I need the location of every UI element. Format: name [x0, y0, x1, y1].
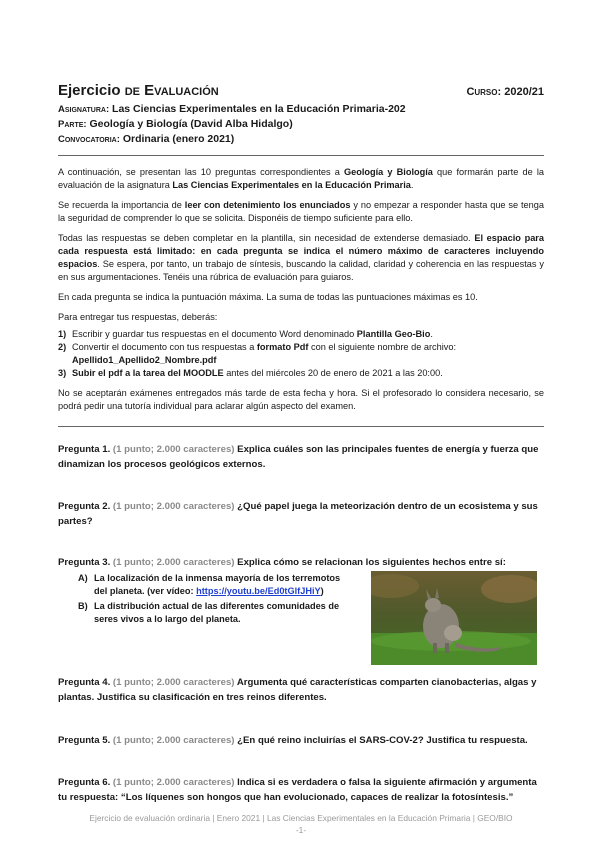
video-link[interactable]: https://youtu.be/Ed0tGlfJHiY: [196, 586, 321, 596]
instructions-divider: [58, 426, 544, 427]
page-number: -1-: [295, 825, 307, 835]
footer-text: Ejercicio de evaluación ordinaria | Enero 2021 | Las Ciencias Experimentales en la Educación Primaria | GEO/BIO: [89, 813, 513, 823]
intro-paragraph: A continuación, se presentan las 10 preguntas correspondientes a Geología y Biología que formarán parte de la evaluación de la asignatura Las Ciencias Experimentales en la Educación Primaria.: [58, 167, 544, 190]
deadline-paragraph: No se aceptarán exámenes entregados más tarde de esta fecha y hora. Si el profesorado lo considera necesario, se podrá pedir una tutoría individual para aclarar algún aspecto del examen.: [58, 388, 544, 411]
list-item: A) La localización de la inmensa mayoría de los terremotos del planeta. (ver vídeo: https://youtu.be/Ed0tGlfJHiY): [78, 573, 341, 596]
question-3: Pregunta 3. (1 punto; 2.000 caracteres) Explica cómo se relacionan los siguientes hechos entre sí:: [58, 557, 506, 568]
step-item: 3) Subir el pdf a la tarea del MOODLE antes del miércoles 20 de enero de 2021 a las 20:00.: [58, 368, 443, 378]
page-title: Ejercicio de Evaluación: [58, 82, 219, 99]
header-divider: [58, 155, 544, 156]
question-3-items: [78, 572, 348, 628]
question-5: Pregunta 5. (1 punto; 2.000 caracteres) ¿En qué reino incluirías el SARS-COV-2? Justifica tu respuesta.: [58, 735, 528, 746]
kangaroo-photo: [371, 571, 537, 665]
kangaroo-image: [371, 571, 537, 665]
question-2: Pregunta 2. (1 punto; 2.000 caracteres) ¿Qué papel juega la meteorización dentro de un ecosistema y sus partes?: [58, 501, 538, 527]
question-6: Pregunta 6. (1 punto; 2.000 caracteres) Indica si es verdadera o falsa la siguiente afirmación y argumenta tu respuesta: “Los líquenes son hongos que han evolucionado, capaces de realizar la fotosíntesis.”: [58, 777, 537, 803]
question-1: Pregunta 1. (1 punto; 2.000 caracteres) Explica cuáles son las principales fuentes de energía y fuerza que dinamizan los procesos geológicos externos.: [58, 444, 539, 470]
instructions: [58, 166, 544, 420]
document-header: [58, 82, 544, 147]
list-item: B) La distribución actual de las diferentes comunidades de seres vivos a lo largo del planeta.: [78, 601, 340, 624]
document-meta: [58, 102, 544, 147]
subject-line: Asignatura: Las Ciencias Experimentales en la Educación Primaria-202: [58, 103, 406, 115]
step-item: 2) Convertir el documento con tus respuestas a formato Pdf con el siguiente nombre de archivo: Apellido1_Apellido2_Nombre.pdf: [58, 342, 457, 365]
score-paragraph: En cada pregunta se indica la puntuación máxima. La suma de todas las puntuaciones máximas es 10.: [58, 292, 478, 302]
delivery-steps: [58, 328, 544, 380]
question-4: Pregunta 4. (1 punto; 2.000 caracteres) Argumenta qué características comparten cianobacterias, algas y plantas. Justifica su clasificación en tres reinos diferentes.: [58, 677, 537, 703]
call-line: Convocatoria: Ordinaria (enero 2021): [58, 133, 235, 145]
step-item: 1) Escribir y guardar tus respuestas en el documento Word denominado Plantilla Geo-Bio.: [58, 329, 433, 339]
delivery-intro: Para entregar tus respuestas, deberás:: [58, 312, 218, 322]
part-line: Parte: Geología y Biología (David Alba Hidalgo): [58, 118, 293, 130]
template-paragraph: Todas las respuestas se deben completar en la plantilla, sin necesidad de extenderse demasiado. El espacio para cada respuesta está limitado: en cada pregunta se indica el número máximo de caracteres incluyendo espacios. Se espera, por tanto, un trabajo de síntesis, buscando la calidad, claridad y coherencia en las respuestas y en sus argumentaciones. Tenéis una rúbrica de evaluación para guiaros.: [58, 233, 544, 282]
reading-paragraph: Se recuerda la importancia de leer con detenimiento los enunciados y no empezar a responder hasta que se tenga la seguridad de comprender lo que se solicita. Disponéis de tiempo suficiente para ello.: [58, 200, 544, 223]
course-info: Curso: 2020/21: [466, 86, 544, 98]
page-footer: [58, 812, 544, 836]
